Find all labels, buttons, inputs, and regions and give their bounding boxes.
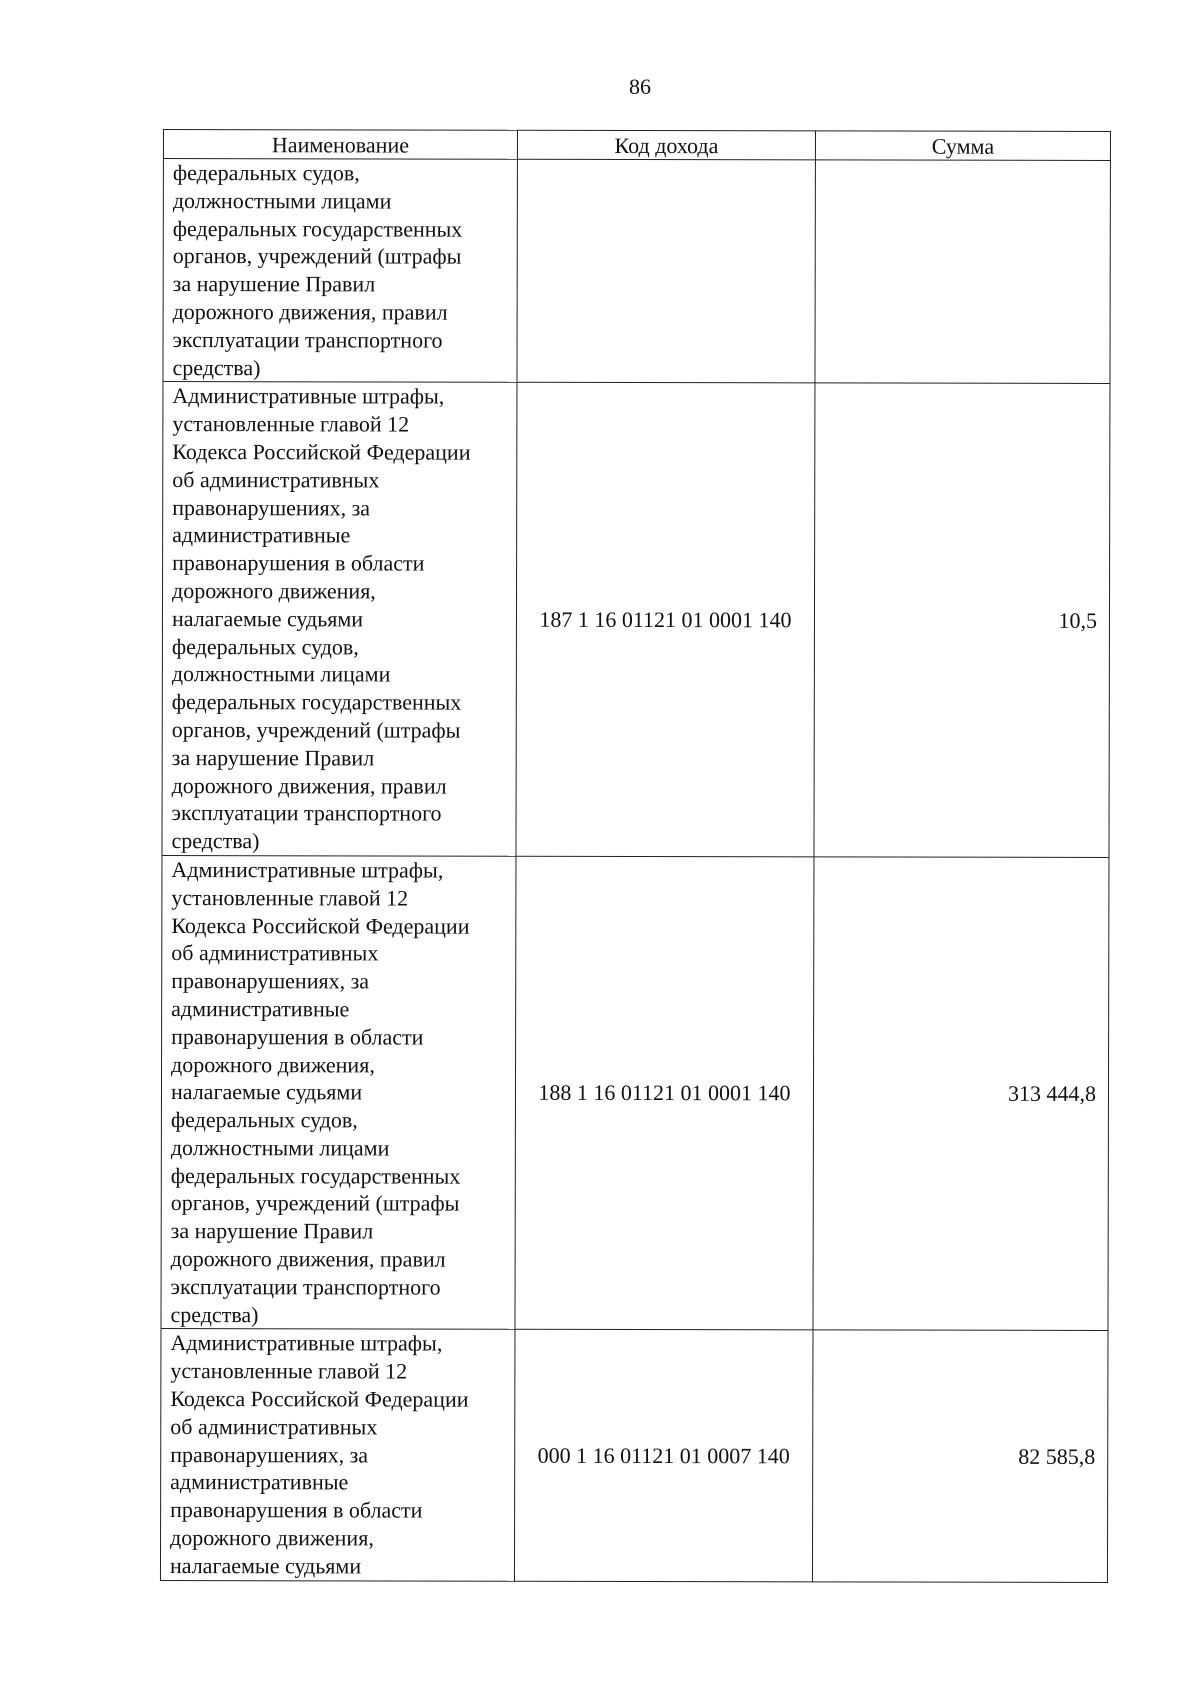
revenue-table-container — [160, 129, 1110, 1583]
row-sum-cell: 313 444,8 — [813, 857, 1109, 1331]
row-code-cell: 188 1 16 01121 01 0001 140 — [515, 856, 814, 1330]
row-code-cell — [517, 159, 815, 383]
table-row — [163, 159, 1110, 384]
table-row — [160, 1329, 1108, 1582]
table-row — [161, 855, 1109, 1331]
row-code-cell: 187 1 16 01121 01 0001 140 — [516, 383, 815, 857]
row-sum-cell: 82 585,8 — [812, 1330, 1108, 1582]
table-row — [162, 382, 1110, 858]
row-name-cell: Административные штрафы, установленные главой 12 Кодекса Российской Федерации об административных правонарушениях, за административные правонарушения в области дорожного движения, налагаемые судьями федеральных судов, должностными лицами федеральных государственных органов, учреждений (штрафы за нарушение Правил дорожного движения, правил эксплуатации транспортного средства) — [162, 382, 517, 856]
header-name: Наименование — [163, 130, 517, 160]
header-sum: Сумма — [815, 131, 1110, 161]
row-code-cell: 000 1 16 01121 01 0007 140 — [514, 1330, 813, 1582]
row-name-cell: федеральных судов, должностными лицами федеральных государственных органов, учреждений (штрафы за нарушение Правил дорожного движения, правил эксплуатации транспортного средства) — [163, 159, 517, 383]
table-header-row — [163, 130, 1110, 161]
header-code: Код дохода — [517, 130, 815, 160]
row-sum-cell — [815, 160, 1110, 384]
page-number: 86 — [629, 74, 651, 99]
revenue-table — [160, 129, 1111, 1583]
row-name-cell: Административные штрафы, установленные главой 12 Кодекса Российской Федерации об административных правонарушениях, за административные правонарушения в области дорожного движения, налагаемые судьями — [160, 1329, 515, 1581]
row-name-cell: Административные штрафы, установленные главой 12 Кодекса Российской Федерации об административных правонарушениях, за административные правонарушения в области дорожного движения, налагаемые судьями федеральных судов, должностными лицами федеральных государственных органов, учреждений (штрафы за нарушение Правил дорожного движения, правил эксплуатации транспортного средства) — [161, 855, 516, 1329]
row-sum-cell: 10,5 — [814, 383, 1110, 857]
